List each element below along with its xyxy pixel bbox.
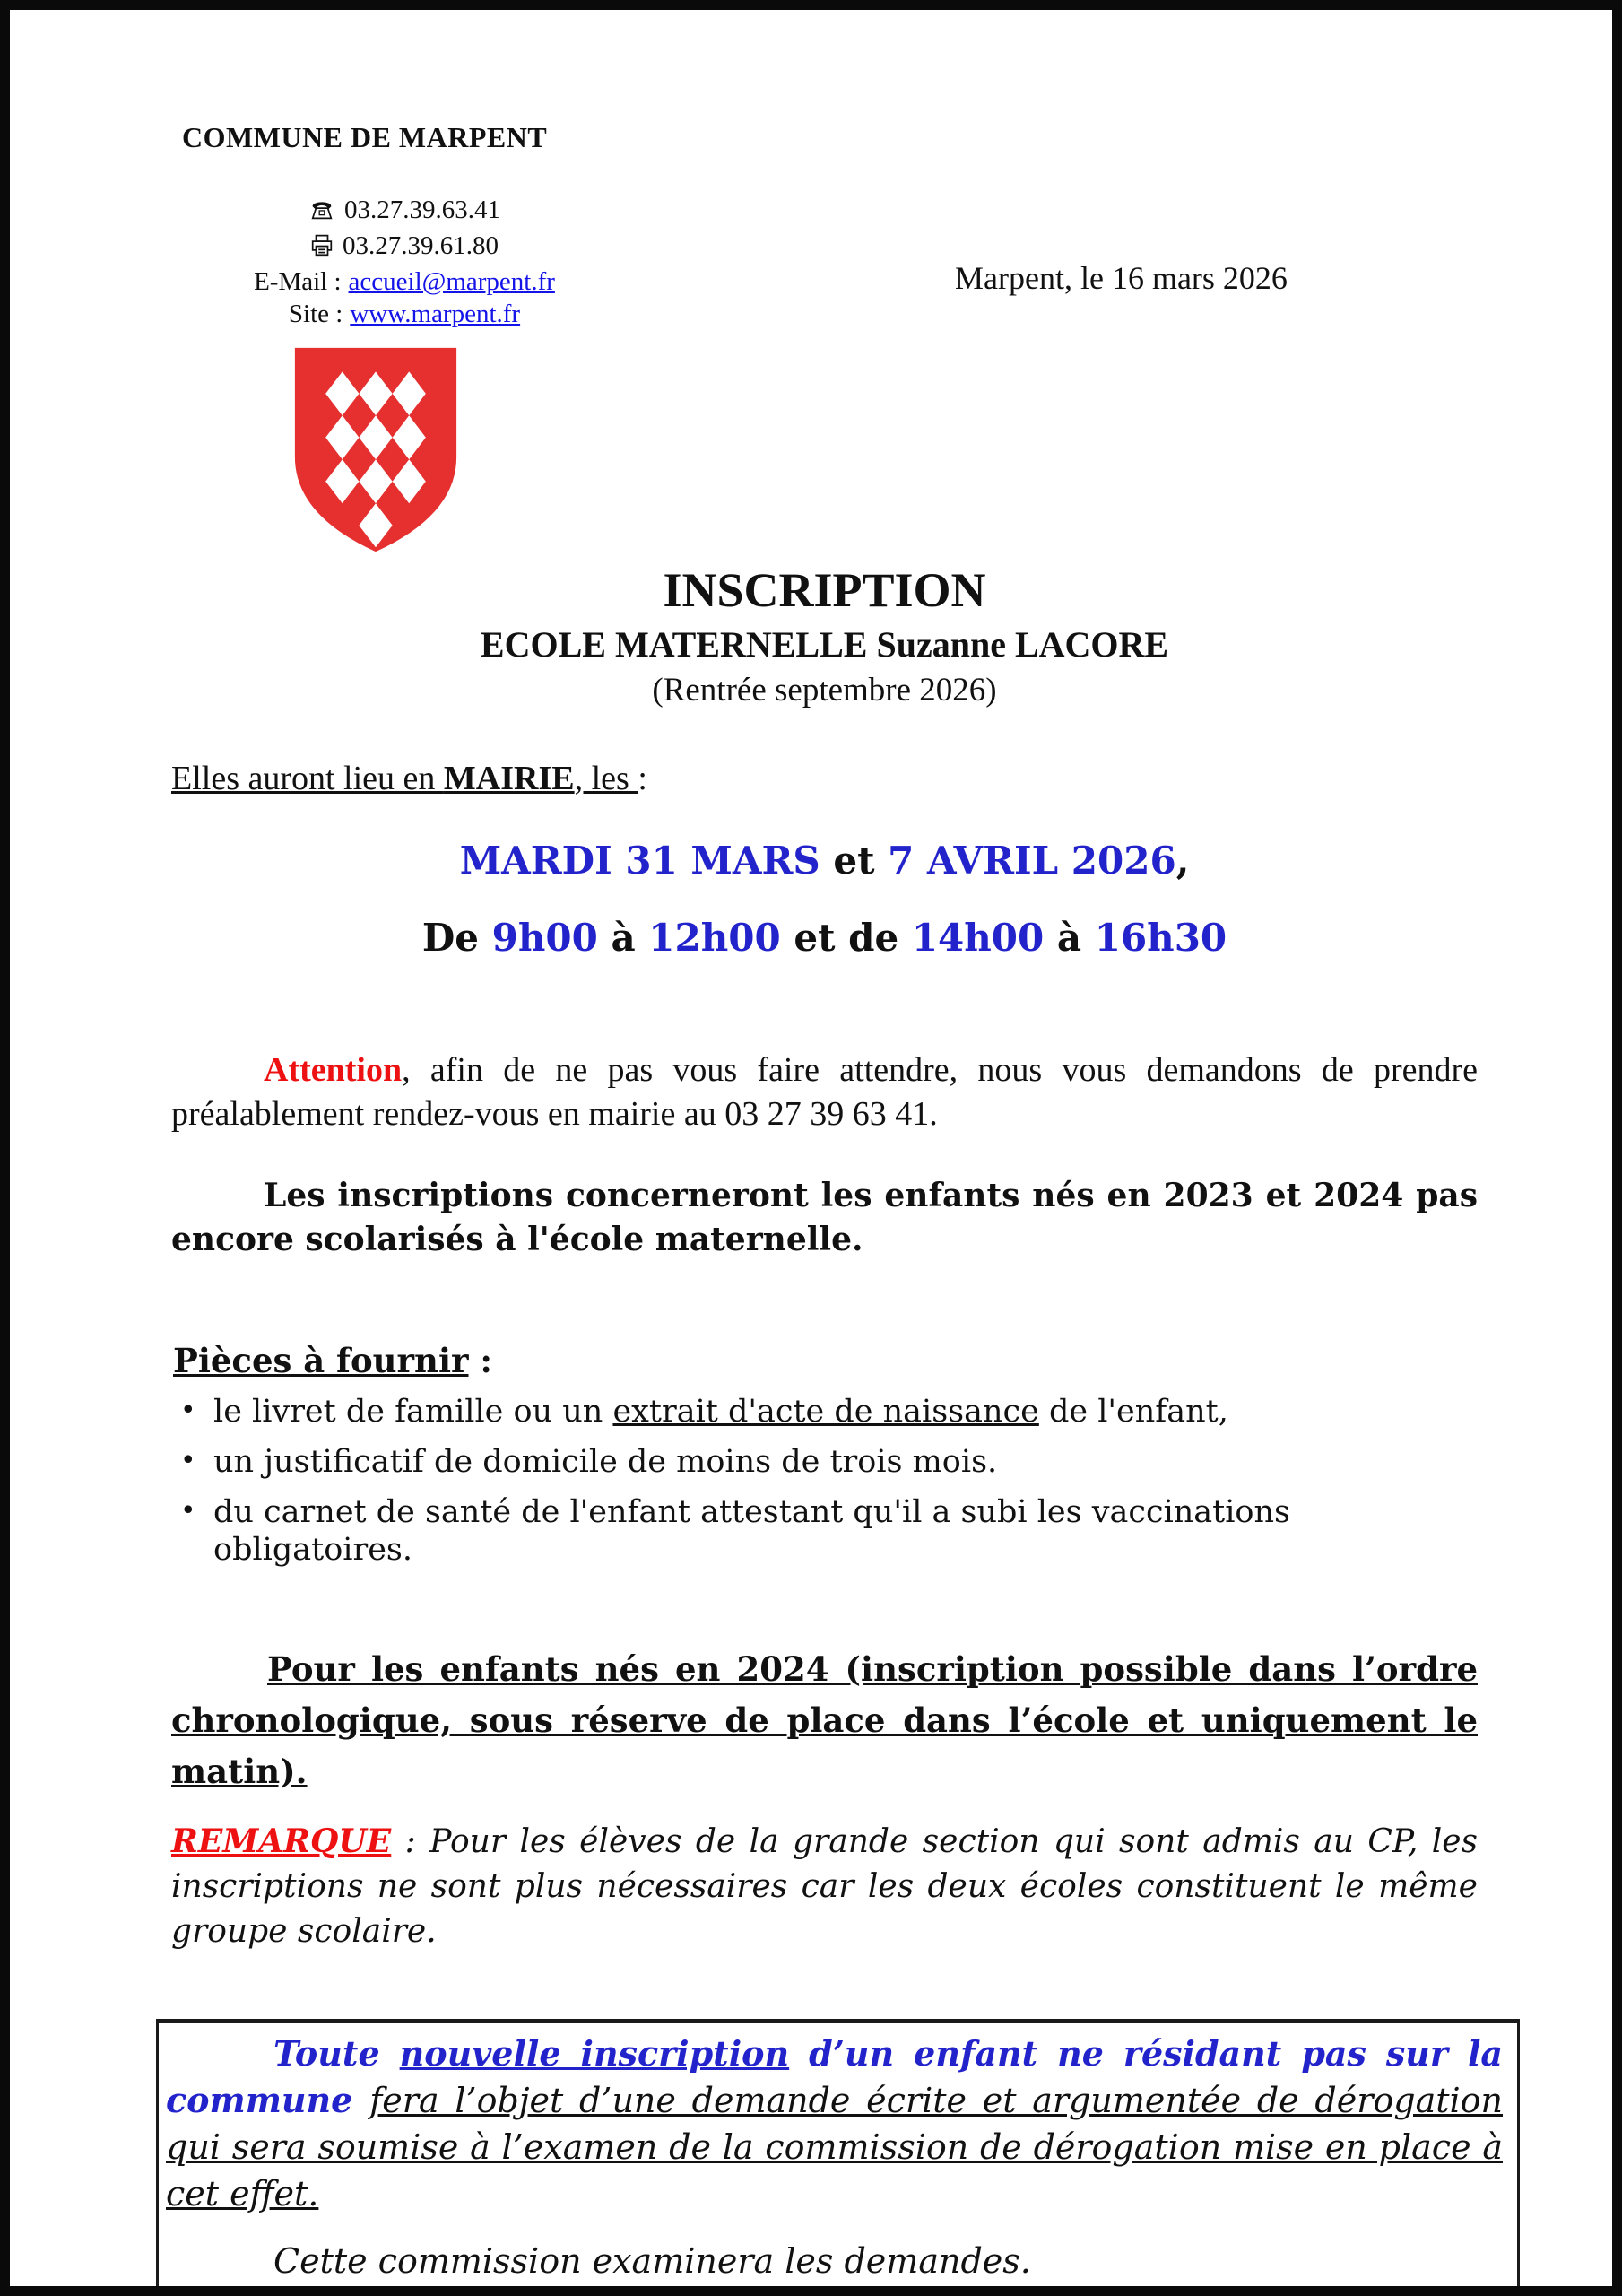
- email-row: [207, 265, 602, 298]
- fax-row: [207, 230, 602, 265]
- site-row: [207, 298, 602, 330]
- intro-line: [171, 759, 1478, 799]
- derogation-blue-start: Toute: [273, 2033, 400, 2074]
- hours-a1: à: [597, 916, 649, 960]
- schedule-comma: ,: [1175, 839, 1190, 883]
- commune-title: COMMUNE DE MARPENT: [182, 121, 548, 153]
- email-link[interactable]: accueil@marpent.fr: [348, 267, 555, 296]
- intro-colon: :: [638, 760, 647, 797]
- site-link[interactable]: www.marpent.fr: [350, 300, 521, 328]
- intro-mairie: MAIRIE: [443, 760, 575, 797]
- intro-tail: , les: [574, 760, 638, 797]
- hours-start-am: 9h00: [491, 916, 598, 960]
- term-subtitle: (Rentrée septembre 2026): [652, 672, 997, 709]
- list-item-justificatif: • un justificatif de domicile de moins de trois mois.: [171, 1443, 1478, 1481]
- school-title: ECOLE MATERNELLE Suzanne LACORE: [480, 624, 1169, 665]
- derogation-paragraph: [166, 2031, 1503, 2217]
- commune-crest-logo: [288, 343, 1478, 558]
- hours-end-am: 12h00: [648, 916, 781, 960]
- hours-start-pm: 14h00: [911, 916, 1045, 960]
- eligibility-paragraph: Les inscriptions concerneront les enfants nés en 2023 et 2024 pas encore scolarisés à l'école maternelle.: [171, 1177, 1478, 1258]
- pieces-heading: [173, 1341, 1478, 1380]
- attention-paragraph: [171, 1048, 1478, 1136]
- derogation-blue-underlined: nouvelle inscription: [399, 2033, 790, 2074]
- schedule-sep: et: [820, 839, 889, 883]
- derogation-black-underlined: fera l’objet d’une demande écrite et argumentée de dérogation qui sera soumise à l’examen de la commission de dérogation mise en place à cet effet.: [166, 2081, 1504, 2213]
- remarque-paragraph: [171, 1819, 1478, 1954]
- attention-text: , afin de ne pas vous faire attendre, nous vous demandons de prendre préalablement rendez-vous en mairie au 03 27 39 63 41.: [171, 1051, 1478, 1133]
- note-2024-paragraph: Pour les enfants nés en 2024 (inscription possible dans l’ordre chronologique, sous réserve de place dans l’école et uniquement le matin).: [171, 1649, 1478, 1791]
- list-item-carnet: • du carnet de santé de l'enfant attestant qu'il a subi les vaccinations obligatoires.: [171, 1493, 1478, 1569]
- phone-number: 03.27.39.63.41: [344, 196, 500, 224]
- derogation-blue-end: d’un enfant ne résidant pas sur la commune: [166, 2033, 1504, 2120]
- schedule-date-1: MARDI 31 MARS: [459, 839, 820, 883]
- pieces-heading-text: Pièces à fournir: [173, 1341, 469, 1380]
- fax-number: 03.27.39.61.80: [343, 231, 499, 260]
- attention-label: Attention: [264, 1051, 403, 1089]
- pieces-list: [171, 1393, 1478, 1569]
- fax-printer-icon: [310, 233, 334, 265]
- hours-de: De: [421, 916, 492, 960]
- pieces-heading-colon: :: [468, 1341, 493, 1380]
- item1-post: de l'enfant,: [1038, 1394, 1228, 1430]
- contact-block: [207, 194, 602, 330]
- intro-text: Elles auront lieu en: [171, 760, 444, 797]
- item1-pre: le livret de famille ou un: [213, 1394, 613, 1430]
- site-label: Site :: [288, 300, 343, 328]
- main-title: INSCRIPTION: [663, 563, 986, 617]
- remarque-label: REMARQUE: [171, 1822, 392, 1860]
- schedule-line-dates: [171, 839, 1478, 883]
- hours-end-pm: 16h30: [1094, 916, 1227, 960]
- hours-etde: et de: [780, 916, 912, 960]
- phone-row: [207, 194, 602, 230]
- remarque-text: Pour les élèves de la grande section qui sont admis au CP, les inscriptions ne sont plus nécessaires car les deux écoles constituent le même groupe scolaire.: [171, 1823, 1478, 1950]
- phone-icon: [308, 197, 335, 230]
- email-label: E-Mail :: [254, 267, 342, 296]
- list-item-livret: [171, 1393, 1478, 1431]
- item1-underlined: extrait d'acte de naissance: [612, 1394, 1039, 1430]
- schedule-line-hours: [171, 916, 1478, 961]
- date-line: Marpent, le 16 mars 2026: [955, 260, 1288, 296]
- remarque-sep: :: [391, 1823, 430, 1860]
- derogation-box: [156, 2019, 1520, 2296]
- schedule-block: [171, 839, 1478, 961]
- hours-a2: à: [1044, 916, 1095, 960]
- schedule-date-2: 7 AVRIL 2026: [888, 839, 1176, 883]
- commission-paragraph: Cette commission examinera les demandes.: [273, 2241, 1031, 2281]
